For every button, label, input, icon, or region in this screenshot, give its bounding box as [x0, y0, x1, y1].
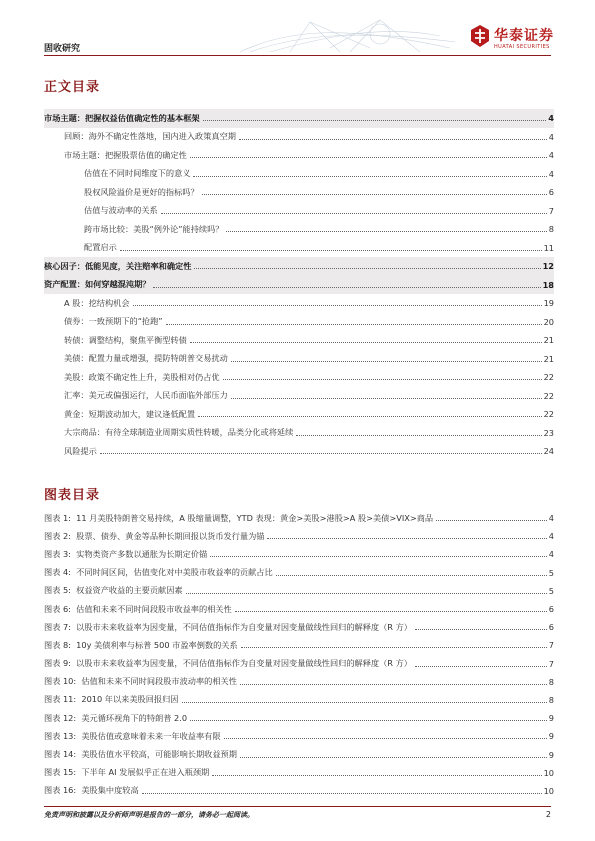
entry-page-number: 6	[548, 604, 554, 615]
dot-leader	[241, 647, 547, 648]
entry-title: 图表 7: 以股市未来收益率为因变量，不同估值指标作为自变量对因变量做线性回归的解释度（R 方）	[44, 621, 412, 632]
entry-title: 核心因子：低能见度，关注赔率和确定性	[44, 260, 192, 271]
dot-leader	[198, 416, 542, 417]
entry-title: 图表 1: 11 月美股特朗普交易持续，A 股缩量调整，YTD 表现：黄金>美股>港股>A 股>美债>VIX>商品	[44, 512, 434, 523]
entry-page-number: 18	[542, 279, 554, 290]
figure-entry[interactable]	[44, 709, 554, 727]
entry-title: 图表 14: 美股估值水平较高，可能影响长期收益预期	[44, 749, 237, 760]
dot-leader	[210, 556, 547, 557]
dot-leader	[182, 702, 547, 703]
entry-page-number: 7	[548, 640, 554, 651]
header-rule	[44, 55, 551, 56]
toc-title: 正文目录	[44, 80, 101, 95]
entry-title: 图表 16: 美股集中度较高	[44, 785, 139, 796]
entry-page-number: 24	[543, 446, 554, 457]
entry-page-number: 4	[548, 150, 554, 161]
dot-leader	[142, 793, 542, 794]
entry-page-number: 6	[548, 622, 554, 633]
report-category: 固收研究	[44, 44, 81, 54]
entry-title: 图表 13: 美股估值或意味着未来一年收益率有限	[44, 730, 221, 741]
toc-entry-level-2[interactable]	[44, 442, 554, 461]
table-of-contents	[44, 109, 554, 461]
toc-entry-level-3[interactable]	[44, 220, 554, 239]
entry-page-number: 22	[543, 390, 554, 401]
figure-entry[interactable]	[44, 655, 554, 673]
entry-title: 图表 8: 10y 美债利率与标普 500 市盈率倒数的关系	[44, 639, 238, 650]
dot-leader	[267, 538, 546, 539]
entry-page-number: 5	[548, 567, 554, 578]
entry-page-number: 22	[543, 372, 554, 383]
toc-entry-level-2[interactable]	[44, 387, 554, 406]
entry-page-number: 4	[548, 531, 554, 542]
toc-entry-level-2[interactable]	[44, 294, 554, 313]
dot-leader	[133, 305, 542, 306]
entry-page-number: 22	[543, 409, 554, 420]
dot-leader	[239, 139, 547, 140]
dot-leader	[194, 268, 540, 269]
toc-entry-level-2[interactable]	[44, 146, 554, 165]
entry-title: 图表 5: 权益资产收益的主要贡献因素	[44, 585, 183, 596]
dot-leader	[212, 775, 541, 776]
entry-page-number: 5	[548, 585, 554, 596]
dot-leader	[231, 398, 542, 399]
figure-entry[interactable]	[44, 618, 554, 636]
toc-entry-level-2[interactable]	[44, 331, 554, 350]
footer-rule	[44, 806, 551, 807]
dot-leader	[231, 361, 542, 362]
entry-title: 股权风险溢价是更好的指标吗？	[84, 186, 199, 197]
dot-leader	[224, 738, 547, 739]
entry-page-number: 4	[548, 131, 554, 142]
entry-page-number: 23	[543, 427, 554, 438]
huatai-logo-mark-icon	[470, 24, 490, 48]
figure-entry[interactable]	[44, 764, 554, 782]
dot-leader	[120, 250, 542, 251]
entry-title: 美股：政策不确定性上升，美股相对仍占优	[64, 371, 220, 382]
huatai-logo	[470, 22, 560, 54]
entry-page-number: 9	[548, 731, 554, 742]
dot-leader	[436, 520, 547, 521]
entry-title: 图表 12: 美元循环视角下的特朗普 2.0	[44, 712, 188, 723]
toc-entry-level-2[interactable]	[44, 424, 554, 443]
entry-page-number: 9	[548, 713, 554, 724]
dot-leader	[226, 231, 546, 232]
entry-title: 市场主题：把握股票估值的确定性	[64, 149, 187, 160]
entry-title: 图表 4: 不同时间区间，估值变化对中美股市收益率的贡献占比	[44, 567, 273, 578]
dot-leader	[235, 611, 547, 612]
entry-page-number: 10	[543, 785, 554, 796]
dot-leader	[223, 379, 542, 380]
figure-entry[interactable]	[44, 545, 554, 563]
toc-entry-level-2[interactable]	[44, 350, 554, 369]
dot-leader	[153, 287, 540, 288]
toc-entry-level-3[interactable]	[44, 183, 554, 202]
entry-page-number: 4	[548, 113, 554, 124]
entry-title: 配置启示	[84, 242, 117, 253]
entry-page-number: 4	[548, 549, 554, 560]
figure-entry[interactable]	[44, 673, 554, 691]
figure-entry[interactable]	[44, 600, 554, 618]
entry-page-number: 4	[548, 513, 554, 524]
page-number: 2	[545, 810, 551, 819]
entry-page-number: 20	[543, 316, 554, 327]
dot-leader	[190, 157, 547, 158]
toc-entry-level-3[interactable]	[44, 202, 554, 221]
entry-title: A 股：挖结构机会	[64, 297, 130, 308]
toc-entry-level-2[interactable]	[44, 313, 554, 332]
entry-title: 市场主题：把握权益估值确定性的基本框架	[44, 112, 200, 123]
entry-title: 图表 9: 以股市未来收益率为因变量，不同估值指标作为自变量对因变量做线性回归的解释度（R 方）	[44, 658, 412, 669]
entry-title: 图表 3: 实物类资产多数以通胀为长期定价锚	[44, 548, 208, 559]
entry-title: 图表 11: 2010 年以来美股回报归因	[44, 694, 179, 705]
dot-leader	[190, 342, 542, 343]
entry-title: 估值与波动率的关系	[84, 205, 158, 216]
entry-title: 图表 15: 下半年 AI 发展似乎正在进入瓶颈期	[44, 767, 210, 778]
toc-entry-level-2[interactable]	[44, 128, 554, 147]
entry-title: 债券：一致预期下的“抢跑”	[64, 316, 163, 327]
entry-title: 图表 10: 估值和未来不同时间段股市波动率的相关性	[44, 676, 237, 687]
footer-disclaimer: 免责声明和披露以及分析师声明是报告的一部分，请务必一起阅读。	[44, 811, 254, 819]
dot-leader	[276, 575, 547, 576]
dot-leader	[240, 757, 547, 758]
entry-title: 图表 6: 估值和未来不同时间段股市收益率的相关性	[44, 603, 232, 614]
toc-entry-level-1[interactable]	[44, 257, 554, 276]
dot-leader	[193, 176, 546, 177]
entry-page-number: 8	[548, 224, 554, 235]
dot-leader	[166, 324, 542, 325]
entry-title: 黄金：短期波动加大，建议逢低配置	[64, 408, 196, 419]
entry-page-number: 7	[548, 205, 554, 216]
figure-entry[interactable]	[44, 527, 554, 545]
dot-leader	[415, 629, 547, 630]
header-decoration-graphic	[230, 18, 460, 54]
figure-entry[interactable]	[44, 582, 554, 600]
entry-title: 大宗商品：有待全球制造业周期实质性转暖，品类分化或将延续	[64, 427, 294, 438]
entry-page-number: 7	[548, 658, 554, 669]
entry-page-number: 6	[548, 187, 554, 198]
entry-page-number: 21	[543, 353, 554, 364]
logo-chinese-name: 华泰证券	[494, 28, 554, 44]
entry-page-number: 8	[548, 694, 554, 705]
figure-entry[interactable]	[44, 782, 554, 800]
entry-title: 回顾：海外不确定性落地，国内进入政策真空期	[64, 131, 236, 142]
entry-page-number: 21	[543, 335, 554, 346]
logo-english-name: HUATAI SECURITIES	[494, 44, 550, 50]
entry-page-number: 8	[548, 676, 554, 687]
entry-title: 估值在不同时间维度下的意义	[84, 168, 191, 179]
entry-title: 转债：调整结构，聚焦平衡型转债	[64, 334, 187, 345]
entry-page-number: 9	[548, 749, 554, 760]
toc-entry-level-3[interactable]	[44, 239, 554, 258]
entry-title: 图表 2: 股票、债券、黄金等品种长期回报以货币发行量为锚	[44, 530, 265, 541]
dot-leader	[202, 194, 547, 195]
dot-leader	[203, 120, 547, 121]
dot-leader	[190, 720, 547, 721]
toc-entry-level-1[interactable]	[44, 276, 554, 295]
entry-page-number: 19	[543, 298, 554, 309]
list-of-figures	[44, 509, 554, 800]
toc-entry-level-2[interactable]	[44, 368, 554, 387]
figure-list-title: 图表目录	[44, 488, 101, 503]
dot-leader	[296, 435, 541, 436]
dot-leader	[161, 213, 547, 214]
dot-leader	[240, 684, 547, 685]
entry-title: 汇率：美元或偏强运行，人民币面临外部压力	[64, 390, 228, 401]
entry-page-number: 10	[543, 767, 554, 778]
entry-page-number: 4	[548, 168, 554, 179]
figure-entry[interactable]	[44, 727, 554, 745]
entry-page-number: 12	[542, 261, 554, 272]
dot-leader	[415, 666, 547, 667]
entry-title: 美债：配置力量或增强，提防特朗普交易扰动	[64, 353, 228, 364]
entry-title: 风险提示	[64, 445, 97, 456]
figure-entry[interactable]	[44, 509, 554, 527]
figure-entry[interactable]	[44, 745, 554, 763]
entry-title: 资产配置：如何穿越混沌期？	[44, 279, 151, 290]
dot-leader	[100, 453, 542, 454]
toc-entry-level-1[interactable]	[44, 109, 554, 128]
entry-page-number: 11	[543, 242, 554, 253]
entry-title: 跨市场比较：美股“例外论”能持续吗？	[84, 223, 224, 234]
dot-leader	[186, 593, 547, 594]
toc-entry-level-2[interactable]	[44, 405, 554, 424]
toc-entry-level-3[interactable]	[44, 165, 554, 184]
figure-entry[interactable]	[44, 691, 554, 709]
figure-entry[interactable]	[44, 564, 554, 582]
figure-entry[interactable]	[44, 636, 554, 654]
